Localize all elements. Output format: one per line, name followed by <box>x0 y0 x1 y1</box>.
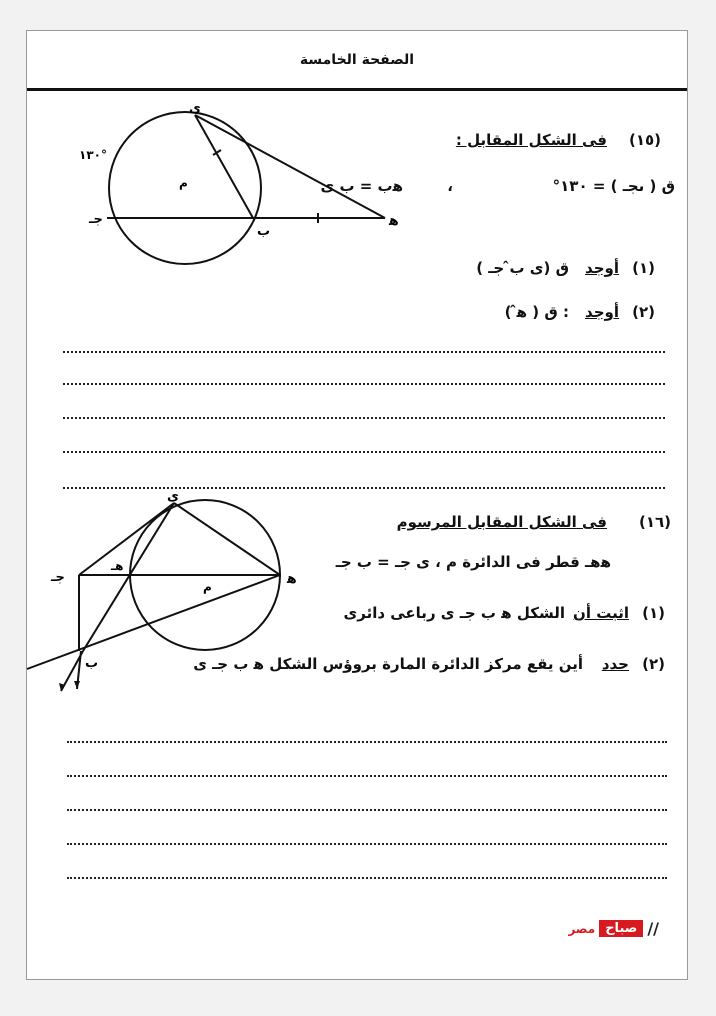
answer-line <box>63 417 665 419</box>
page-title: الصفحة الخامسة <box>299 51 415 68</box>
answer-line <box>67 877 667 879</box>
logo-main: صباح <box>599 920 643 937</box>
q16-part2-verb: حدد <box>601 655 629 673</box>
q16-label-d: ى <box>167 489 179 504</box>
q16-part1-number: (١) <box>642 604 665 622</box>
q16-label-c: جـ <box>51 570 65 585</box>
q15-label-m: م <box>179 176 188 190</box>
q15-label-d: ى <box>189 101 201 116</box>
logo-slashes-icon: // <box>647 919 659 938</box>
worksheet-page <box>26 30 688 980</box>
q15-part2-text: : ق ( ﻫ̂ ) <box>504 303 569 321</box>
q15-given-sep: ، <box>447 177 453 195</box>
q16-chord-ad <box>174 503 280 575</box>
q15-label-a: ﻫ <box>389 213 399 229</box>
q16-part2-text: أين يقع مركز الدائرة المارة بروؤس الشكل ﻫ ب جـ ى <box>193 655 583 673</box>
q16-part2-number: (٢) <box>642 655 665 673</box>
q15-label-b: ب <box>257 224 271 239</box>
q16-line-db <box>83 503 174 651</box>
q16-line-ab <box>27 575 280 669</box>
q16-label-m: م <box>203 580 212 594</box>
q15-part1-verb: أوجد <box>585 259 619 277</box>
arrow-icon <box>74 681 80 689</box>
q15-part2-verb: أوجد <box>585 303 619 321</box>
q16-part1-verb: اثبت أن <box>573 604 629 622</box>
answer-line <box>63 351 665 353</box>
q15-figure <box>67 103 407 283</box>
q16-part1-text: الشكل ﻫ ب جـ ى رباعى دائرى <box>343 604 565 622</box>
q16-label-h: هـ <box>111 559 124 573</box>
q16-figure <box>27 491 317 696</box>
q16-given: ﻫهـ قطر فى الدائرة م ، ى جـ = ب جـ <box>335 553 611 571</box>
q15-part1-number: (١) <box>632 259 655 277</box>
q16-prompt: فى الشكل المقابل المرسوم <box>396 513 607 531</box>
q15-given-2: ق ( ىجـ ) = ١٣٠° <box>552 177 675 195</box>
answer-line <box>67 809 667 811</box>
q15-part1-text: ق (ى ب̂ جـ ) <box>476 259 569 277</box>
q15-part2-number: (٢) <box>632 303 655 321</box>
q16-number: (١٦) <box>638 513 671 531</box>
logo-sub: مصر <box>568 921 596 936</box>
answer-line <box>67 775 667 777</box>
q16-line-dc <box>79 503 174 575</box>
footer-logo <box>568 919 659 938</box>
q15-arc-label: ١٣٠° <box>79 148 107 162</box>
answer-line <box>63 487 665 489</box>
q15-label-c: جـ <box>89 212 103 227</box>
q15-given-1: ﻫب = ب ى <box>320 177 403 195</box>
q15-prompt: فى الشكل المقابل : <box>455 131 607 149</box>
q16-label-b: ب <box>85 656 99 671</box>
page-header <box>27 31 687 91</box>
q16-label-a: ﻫ <box>287 571 297 587</box>
answer-line <box>67 843 667 845</box>
answer-line <box>67 741 667 743</box>
answer-line <box>63 383 665 385</box>
answer-line <box>63 451 665 453</box>
q15-number: (١٥) <box>628 131 661 149</box>
